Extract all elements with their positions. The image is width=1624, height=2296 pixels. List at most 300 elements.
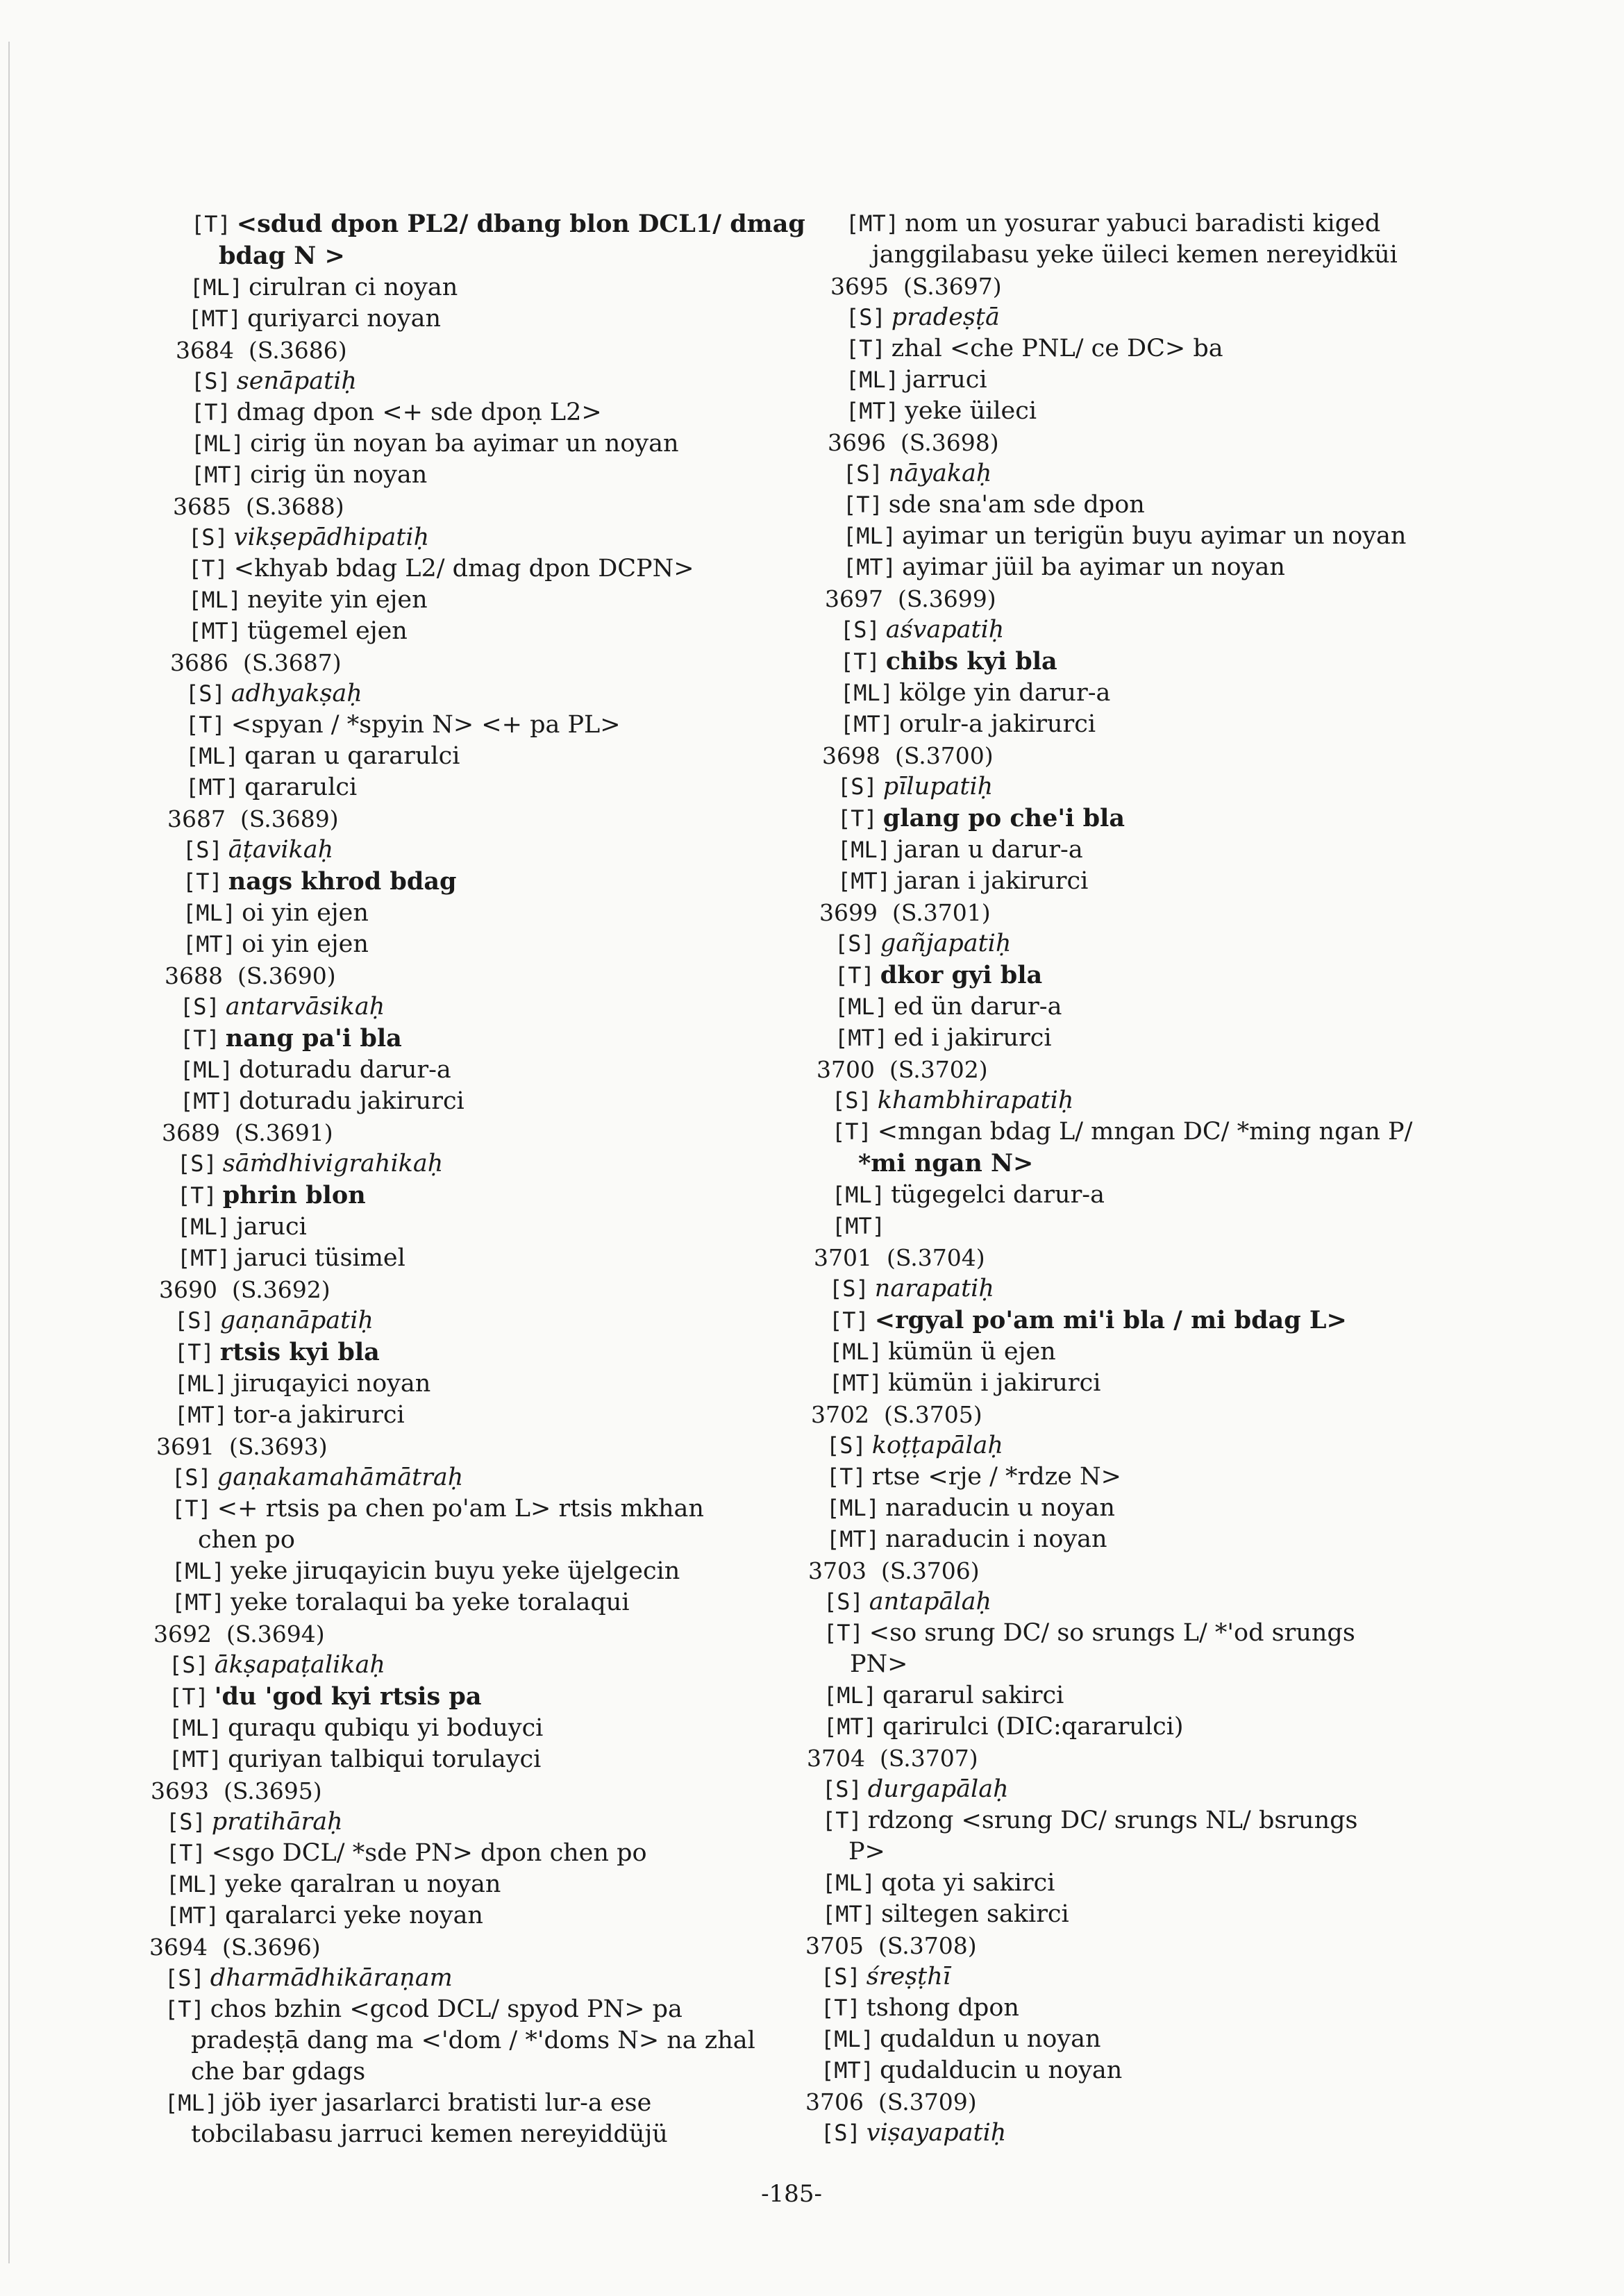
entry-field (135, 1368, 781, 1400)
entry-field (135, 710, 781, 741)
entry-reference: (S.3694) (226, 1620, 325, 1648)
field-tag: [ML] (177, 1214, 231, 1240)
field-text: qudalducin u noyan (880, 2056, 1123, 2084)
dictionary-entry (135, 803, 781, 960)
entry-field (792, 1305, 1486, 1336)
entry-number: 3688 (165, 962, 223, 989)
dictionary-entry (135, 647, 781, 803)
field-tag: [S] (843, 460, 883, 487)
field-tag: [MT] (822, 1901, 876, 1927)
entry-field (792, 458, 1486, 489)
field-text: āṭavikaḥ (228, 836, 334, 864)
entry-field (135, 1336, 781, 1368)
entry-field (135, 1493, 781, 1525)
entry-reference: (S.3701) (891, 899, 991, 926)
field-tag: [ML] (191, 430, 245, 457)
field-text: chen po (198, 1526, 295, 1554)
entry-field (792, 1085, 1486, 1116)
entry-number: 3694 (149, 1934, 208, 1961)
continued-line (135, 240, 781, 272)
entry-field (792, 1618, 1486, 1649)
field-text: quraqu qubiqu yi boduyci (228, 1714, 544, 1742)
entry-field (135, 1963, 781, 1994)
field-text: jaran u darur-a (896, 836, 1083, 864)
field-text: pratihāraḥ (211, 1808, 343, 1836)
entry-heading (792, 897, 1486, 928)
entry-field (792, 1680, 1486, 1711)
field-tag: [MT] (821, 2057, 875, 2084)
dictionary-entry (135, 1274, 781, 1431)
field-tag: [S] (826, 1432, 867, 1459)
field-tag: [S] (188, 524, 228, 551)
entry-reference: (S.3687) (242, 649, 342, 676)
field-tag: [MT] (191, 462, 245, 488)
field-text: gaṇanāpatiḥ (219, 1307, 374, 1334)
entry-reference: (S.3690) (237, 962, 336, 989)
entry-field (792, 1493, 1486, 1524)
field-tag: [T] (821, 1995, 861, 2021)
field-text: ākṣapaṭalikaḥ (214, 1651, 385, 1679)
field-text: quriyarci noyan (247, 305, 442, 333)
continued-line (135, 2119, 781, 2150)
entry-reference: (S.3696) (221, 1934, 321, 1961)
field-tag: [S] (823, 1589, 864, 1615)
entry-field (792, 614, 1486, 646)
field-text: sde sna'am sde dpon (888, 491, 1145, 519)
dictionary-entry (792, 1930, 1486, 2086)
entry-field (792, 1116, 1486, 1148)
entry-field (792, 396, 1486, 427)
entry-reference: (S.3698) (900, 429, 999, 456)
entry-number: 3685 (173, 493, 231, 520)
field-tag: [MT] (837, 868, 891, 894)
entry-number: 3700 (817, 1056, 875, 1083)
entry-field (792, 835, 1486, 866)
entry-heading (135, 1932, 781, 1963)
continued-line (135, 2025, 781, 2056)
field-tag: [MT] (183, 931, 237, 957)
entry-field (135, 1994, 781, 2025)
entry-field (792, 1774, 1486, 1805)
entry-field (135, 1587, 781, 1618)
field-text: pradeṣṭā (891, 303, 1000, 331)
dictionary-entry (792, 1555, 1486, 1743)
field-text: oi yin ejen (242, 899, 369, 927)
continued-line (792, 1148, 1486, 1180)
entry-field (135, 460, 781, 491)
dictionary-entry (135, 335, 781, 491)
entry-reference: (S.3706) (880, 1557, 980, 1584)
field-tag: [ML] (846, 367, 900, 393)
entry-field (135, 1086, 781, 1117)
dictionary-entry (792, 427, 1486, 583)
entry-field (135, 1023, 781, 1055)
field-tag: [T] (188, 555, 228, 582)
field-tag: [ML] (188, 587, 242, 613)
dictionary-entry (792, 1054, 1486, 1242)
field-text: cirig ün noyan (250, 461, 428, 489)
field-text: vikṣepādhipatiḥ (233, 523, 430, 551)
dictionary-entry (792, 1242, 1486, 1399)
field-text: rtsis kyi bla (219, 1338, 380, 1366)
field-text: *mi ngan N> (858, 1149, 1034, 1178)
field-tag: [T] (823, 1620, 864, 1646)
field-text: <sdud dpon PL2/ dbang blon DCL1/ dmag (236, 210, 805, 238)
entry-reference: (S.3697) (903, 273, 1002, 300)
field-text: nang pa'i bla (225, 1024, 402, 1053)
dictionary-entry (792, 1399, 1486, 1555)
field-tag: [ML] (180, 1057, 234, 1083)
entry-field (792, 2024, 1486, 2055)
field-tag: [MT] (188, 618, 242, 644)
entry-reference: (S.3708) (878, 1932, 977, 1959)
entry-field (135, 1807, 781, 1838)
field-tag: [MT] (843, 554, 897, 580)
entry-reference: (S.3692) (231, 1276, 330, 1303)
entry-heading (135, 803, 781, 835)
entry-reference: (S.3699) (897, 585, 996, 612)
entry-reference: (S.3700) (894, 742, 994, 769)
entry-heading (792, 1399, 1486, 1430)
field-tag: [T] (835, 962, 875, 989)
field-tag: [T] (191, 211, 231, 237)
dictionary-entry (135, 1117, 781, 1274)
entry-number: 3687 (167, 805, 226, 832)
field-text: cirulran ci noyan (249, 274, 458, 301)
field-tag: [T] (837, 805, 878, 832)
field-tag: [T] (169, 1684, 209, 1710)
field-tag: [ML] (843, 523, 897, 549)
field-text: qudaldun u noyan (880, 2025, 1101, 2053)
entry-number: 3698 (822, 742, 880, 769)
dictionary-entry (135, 960, 781, 1117)
entry-heading (135, 1431, 781, 1462)
continued-line (792, 1836, 1486, 1868)
field-text: jaran i jakirurci (896, 867, 1089, 895)
entry-field (792, 1711, 1486, 1743)
entry-field (792, 1211, 1486, 1242)
entry-number: 3705 (805, 1932, 864, 1959)
field-tag: [ML] (840, 680, 894, 706)
field-text: cirig ün noyan ba ayimar un noyan (250, 430, 679, 458)
entry-field (135, 1400, 781, 1431)
field-text: PN> (850, 1650, 908, 1678)
field-text: nāyakaḥ (888, 460, 992, 487)
field-tag: [ML] (171, 1558, 226, 1584)
dictionary-entry (792, 1743, 1486, 1930)
field-tag: [S] (183, 837, 223, 863)
field-text: kölge yin darur-a (899, 679, 1111, 707)
field-text: antarvāsikaḥ (225, 993, 385, 1021)
entry-heading (792, 2086, 1486, 2118)
field-text: qota yi sakirci (881, 1869, 1055, 1897)
field-tag: [T] (846, 335, 886, 362)
field-tag: [T] (829, 1307, 869, 1334)
entry-number: 3690 (159, 1276, 217, 1303)
entry-field (135, 1243, 781, 1274)
continued-line (135, 272, 781, 303)
entry-number: 3693 (151, 1777, 209, 1804)
entry-field (792, 1430, 1486, 1461)
field-tag: [T] (174, 1339, 215, 1366)
field-tag: [MT] (180, 1088, 234, 1114)
field-text: jöb iyer jasarlarci bratisti lur-a ese (224, 2089, 652, 2117)
entry-field (792, 709, 1486, 740)
field-text: senāpatiḥ (236, 367, 357, 395)
entry-field (792, 489, 1486, 521)
entry-field (792, 866, 1486, 897)
field-text: sāṁdhivigrahikaḥ (222, 1150, 444, 1178)
entry-field (792, 2118, 1486, 2149)
field-text: antapālaḥ (869, 1588, 992, 1616)
field-tag: [S] (191, 368, 231, 394)
field-text: <spyan / *spyin N> <+ pa PL> (231, 711, 621, 739)
field-text: glang po che'i bla (882, 804, 1125, 832)
field-tag: [T] (180, 1025, 220, 1052)
entry-field (792, 1273, 1486, 1305)
entry-field (135, 835, 781, 866)
field-tag: [ML] (835, 994, 889, 1020)
field-text: gañjapatiḥ (880, 930, 1012, 957)
field-text: 'du 'god kyi rtsis pa (214, 1682, 482, 1711)
entry-field (135, 616, 781, 647)
continued-line (135, 2056, 781, 2088)
entry-field (135, 678, 781, 710)
field-text: janggilabasu yeke üileci kemen nereyidküi (872, 241, 1398, 269)
field-text: khambhirapatiḥ (877, 1087, 1074, 1114)
entry-field (792, 803, 1486, 835)
field-text: che bar gdags (191, 2058, 366, 2086)
field-tag: [ML] (169, 1715, 223, 1741)
field-tag: [ML] (829, 1339, 883, 1365)
entry-heading (135, 1117, 781, 1148)
field-tag: [S] (180, 994, 220, 1020)
entry-field (792, 552, 1486, 583)
field-tag: [T] (177, 1182, 217, 1209)
entry-reference: (S.3695) (223, 1777, 322, 1804)
field-tag: [S] (822, 1776, 862, 1802)
field-tag: [ML] (165, 2090, 219, 2116)
field-tag: [S] (174, 1307, 215, 1334)
entry-field (135, 1180, 781, 1212)
dictionary-entry (792, 2086, 1486, 2149)
field-text: śreṣṭhī (866, 1963, 951, 1991)
entry-field (792, 1180, 1486, 1211)
field-tag: [S] (171, 1464, 212, 1491)
entry-field (792, 302, 1486, 333)
entry-field (135, 1212, 781, 1243)
field-text: tor-a jakirurci (233, 1401, 405, 1429)
field-text: dmag dpon <+ sde dpoṇ L2> (236, 399, 602, 426)
field-text: qararul sakirci (882, 1682, 1064, 1709)
entry-reference: (S.3702) (889, 1056, 988, 1083)
entry-heading (792, 1555, 1486, 1586)
field-text: durgapālaḥ (867, 1775, 1009, 1803)
entry-heading (792, 271, 1486, 302)
dictionary-entry (792, 583, 1486, 740)
entry-field (135, 1462, 781, 1493)
entry-field (792, 960, 1486, 991)
entry-field (135, 1838, 781, 1869)
field-tag: [S] (846, 304, 886, 330)
entry-heading (135, 1775, 781, 1807)
field-text: siltegen sakirci (881, 1900, 1069, 1928)
field-text: <mngan bdag L/ mngan DC/ *ming ngan P/ (877, 1118, 1413, 1146)
field-text: zhal <che PNL/ ce DC> ba (891, 335, 1223, 362)
entry-number: 3696 (828, 429, 886, 456)
entry-field (792, 1586, 1486, 1618)
entry-reference: (S.3693) (228, 1433, 328, 1460)
field-tag: [S] (835, 930, 875, 957)
field-text: koṭṭapālaḥ (871, 1432, 1003, 1459)
entry-reference: (S.3709) (878, 2088, 977, 2115)
field-text: narapatiḥ (874, 1275, 994, 1302)
dictionary-entry (135, 1618, 781, 1775)
entry-heading (792, 427, 1486, 458)
entry-reference: (S.3705) (883, 1401, 982, 1428)
entry-field (135, 585, 781, 616)
field-tag: [ML] (822, 1870, 876, 1896)
field-text: chibs kyi bla (885, 647, 1057, 676)
field-tag: [T] (843, 492, 883, 518)
field-tag: [ML] (166, 1871, 220, 1897)
dictionary-entry (792, 740, 1486, 897)
field-text: rtse <rje / *rdze N> (871, 1463, 1121, 1491)
entry-field (135, 1869, 781, 1900)
entry-number: 3684 (176, 337, 234, 364)
field-tag: [MT] (840, 711, 894, 737)
field-tag: [MT] (823, 1713, 878, 1740)
entry-field (135, 1744, 781, 1775)
entry-field (792, 1023, 1486, 1054)
entry-heading (135, 1274, 781, 1305)
entry-field (135, 1148, 781, 1180)
entry-field (792, 646, 1486, 678)
field-tag: [MT] (846, 398, 900, 424)
left-column (135, 208, 805, 2150)
entry-number: 3704 (807, 1745, 865, 1772)
field-text: ed ün darur-a (894, 993, 1062, 1021)
field-tag: [MT] (835, 1025, 889, 1051)
entry-field (135, 428, 781, 460)
field-tag: [T] (822, 1807, 862, 1834)
entry-field (792, 1368, 1486, 1399)
field-text: <rgyal po'am mi'i bla / mi bdag L> (874, 1306, 1347, 1334)
field-text: dkor gyi bla (880, 961, 1043, 989)
entry-field (135, 929, 781, 960)
field-tag: [T] (832, 1118, 872, 1145)
entry-field (792, 1868, 1486, 1899)
field-tag: [ML] (174, 1371, 228, 1397)
field-tag: [MT] (829, 1370, 883, 1396)
field-text: adhyakṣaḥ (231, 680, 362, 707)
entry-reference: (S.3688) (245, 493, 344, 520)
field-tag: [S] (840, 617, 880, 643)
entry-number: 3689 (162, 1119, 220, 1146)
field-text: P> (848, 1838, 885, 1866)
entry-field (792, 1805, 1486, 1836)
field-tag: [S] (821, 1963, 861, 1990)
field-tag: [ML] (821, 2026, 875, 2052)
field-tag: [T] (171, 1495, 212, 1522)
field-tag: [T] (191, 399, 231, 426)
entry-reference: (S.3704) (886, 1244, 985, 1271)
field-text: jaruci tüsimel (236, 1244, 405, 1272)
entry-field (792, 678, 1486, 709)
entry-field (135, 1650, 781, 1681)
entry-field (792, 928, 1486, 960)
field-tag: [ML] (183, 900, 237, 926)
entry-heading (135, 1618, 781, 1650)
entry-field (135, 772, 781, 803)
field-text: tshong dpon (866, 1994, 1019, 2022)
field-text: qararulci (244, 773, 358, 801)
entry-heading (135, 335, 781, 366)
entry-field (135, 366, 781, 397)
entry-field (792, 2055, 1486, 2086)
entry-number: 3703 (808, 1557, 867, 1584)
entry-heading (792, 740, 1486, 771)
field-text: <sgo DCL/ *sde PN> dpon chen po (211, 1839, 647, 1867)
field-tag: [MT] (832, 1213, 886, 1239)
field-tag: [ML] (832, 1182, 886, 1208)
field-text: phrin blon (222, 1181, 366, 1209)
field-text: <so srung DC/ so srungs L/ *'od srungs (869, 1619, 1355, 1647)
entry-field (135, 1556, 781, 1587)
continued-line (135, 1525, 781, 1556)
field-tag: [MT] (169, 1746, 223, 1773)
field-tag: [ML] (823, 1682, 878, 1709)
field-tag: [ML] (826, 1495, 880, 1521)
entry-field (135, 898, 781, 929)
entry-field (135, 2088, 781, 2119)
entry-heading (792, 583, 1486, 614)
entry-heading (792, 1743, 1486, 1774)
field-tag: [T] (826, 1464, 867, 1490)
entry-heading (135, 491, 781, 522)
field-tag: [ML] (190, 274, 244, 301)
continued-line (135, 208, 805, 240)
entry-field (792, 991, 1486, 1023)
field-text: bdag N > (219, 242, 345, 270)
entry-heading (792, 1930, 1486, 1961)
field-tag: [T] (185, 712, 226, 738)
entry-number: 3695 (830, 273, 889, 300)
field-tag: [S] (185, 680, 226, 707)
field-text: yeke toralaqui ba yeke toralaqui (231, 1589, 630, 1616)
field-tag: [MT] (166, 1902, 220, 1929)
entry-field (135, 553, 781, 585)
entry-field (792, 521, 1486, 552)
field-text: doturadu darur-a (239, 1056, 451, 1084)
field-text: aśvapatiḥ (885, 616, 1005, 644)
field-tag: [ML] (185, 743, 240, 769)
dictionary-entry (792, 897, 1486, 1054)
field-text: jarruci (905, 366, 987, 394)
entry-field (792, 364, 1486, 396)
field-tag: [MT] (188, 305, 242, 332)
entry-field (792, 1461, 1486, 1493)
entry-field (135, 1055, 781, 1086)
dictionary-entry (135, 1775, 781, 1932)
entry-field (792, 1993, 1486, 2024)
field-tag: [S] (832, 1087, 872, 1114)
entry-field (135, 1681, 781, 1713)
entry-reference: (S.3691) (234, 1119, 333, 1146)
field-text: ed i jakirurci (894, 1024, 1052, 1052)
field-text: pradeṣṭā dang ma <'dom / *'doms N> na zhal (191, 2027, 755, 2054)
entry-field (792, 333, 1486, 364)
